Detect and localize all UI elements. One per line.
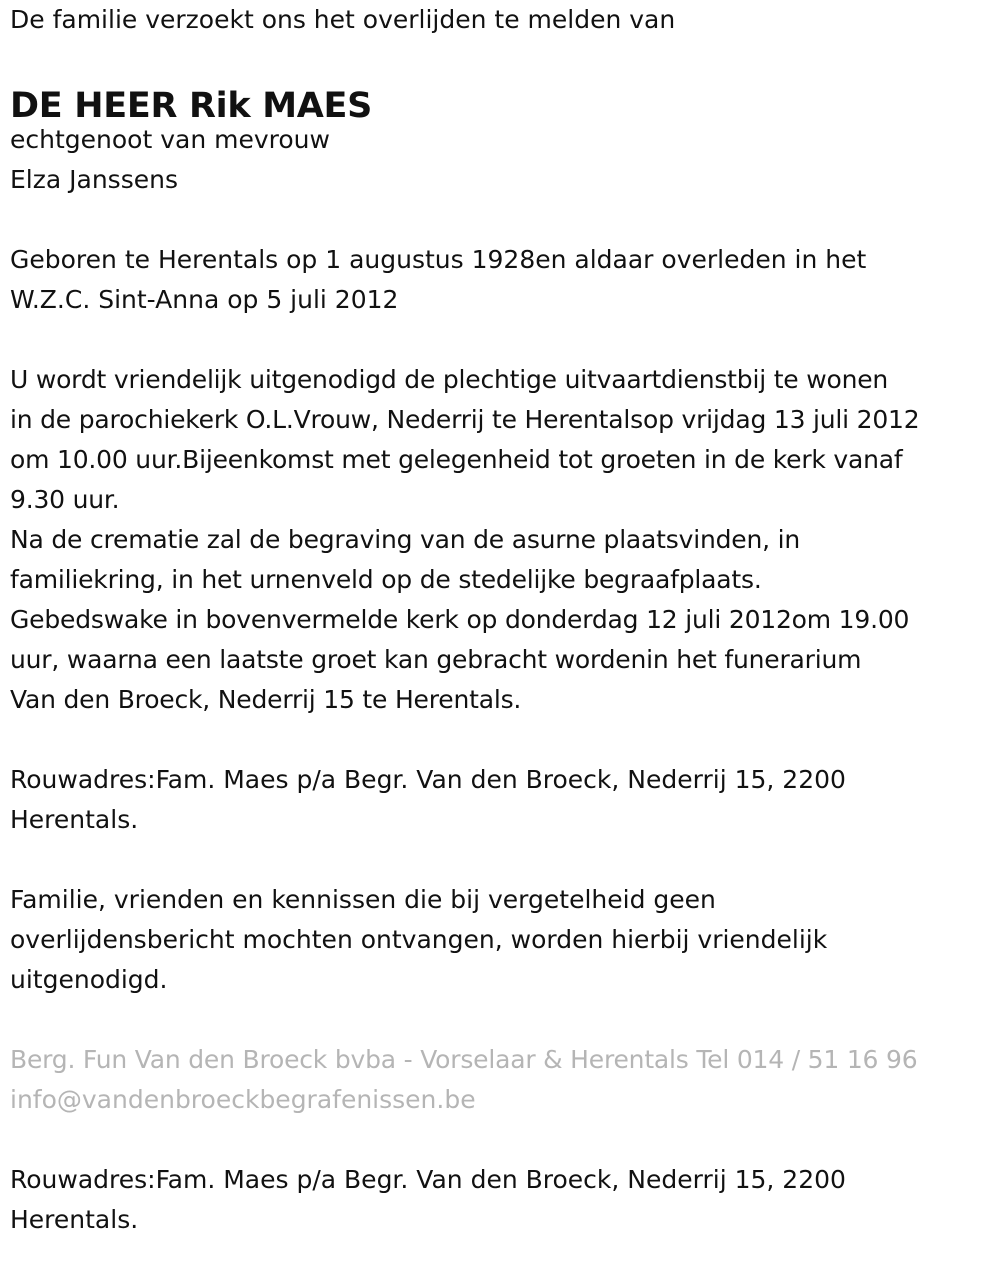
- deceased-name: DE HEER Rik MAES: [10, 86, 373, 126]
- ceremony-line: Na de crematie zal de begraving van de asurne plaatsvinden, in: [10, 525, 800, 554]
- funeral-home-line: Berg. Fun Van den Broeck bvba - Vorselaar & Herentals Tel 014 / 51 16 96: [10, 1045, 918, 1074]
- ceremony-line: uur, waarna een laatste groet kan gebracht wordenin het funerarium: [10, 645, 862, 674]
- funeral-home-email: info@vandenbroeckbegrafenissen.be: [10, 1085, 476, 1114]
- ceremony-line: Gebedswake in bovenvermelde kerk op donderdag 12 juli 2012om 19.00: [10, 605, 910, 634]
- spacer: [10, 320, 990, 360]
- spouse-name: Elza Janssens: [10, 165, 178, 194]
- ceremony-line: familiekring, in het urnenveld op de stedelijke begraafplaats.: [10, 565, 762, 594]
- birth-death-line: Geboren te Herentals op 1 augustus 1928en aldaar overleden in het: [10, 245, 867, 274]
- mourning-address-line: Herentals.: [10, 805, 139, 834]
- obituary-notice: [10, 0, 990, 1240]
- spouse-line: echtgenoot van mevrouw: [10, 125, 330, 154]
- invitation-line: Familie, vrienden en kennissen die bij vergetelheid geen: [10, 885, 716, 914]
- mourning-address-repeat-line: Rouwadres:Fam. Maes p/a Begr. Van den Broeck, Nederrij 15, 2200: [10, 1165, 846, 1194]
- ceremony-line: in de parochiekerk O.L.Vrouw, Nederrij te Herentalsop vrijdag 13 juli 2012: [10, 405, 920, 434]
- spacer: [10, 1120, 990, 1160]
- ceremony-line: U wordt vriendelijk uitgenodigd de plechtige uitvaartdienstbij te wonen: [10, 365, 889, 394]
- ceremony-line: om 10.00 uur.Bijeenkomst met gelegenheid tot groeten in de kerk vanaf: [10, 445, 903, 474]
- mourning-address-line: Rouwadres:Fam. Maes p/a Begr. Van den Broeck, Nederrij 15, 2200: [10, 765, 846, 794]
- spacer: [10, 720, 990, 760]
- spacer: [10, 1000, 990, 1040]
- ceremony-line: Van den Broeck, Nederrij 15 te Herentals.: [10, 685, 522, 714]
- mourning-address-repeat-line: Herentals.: [10, 1205, 139, 1234]
- spacer: [10, 40, 990, 80]
- invitation-line: uitgenodigd.: [10, 965, 168, 994]
- intro-text: De familie verzoekt ons het overlijden te melden van: [10, 5, 676, 34]
- spacer: [10, 200, 990, 240]
- invitation-line: overlijdensbericht mochten ontvangen, worden hierbij vriendelijk: [10, 925, 828, 954]
- birth-death-line: W.Z.C. Sint-Anna op 5 juli 2012: [10, 285, 399, 314]
- ceremony-line: 9.30 uur.: [10, 485, 120, 514]
- spacer: [10, 840, 990, 880]
